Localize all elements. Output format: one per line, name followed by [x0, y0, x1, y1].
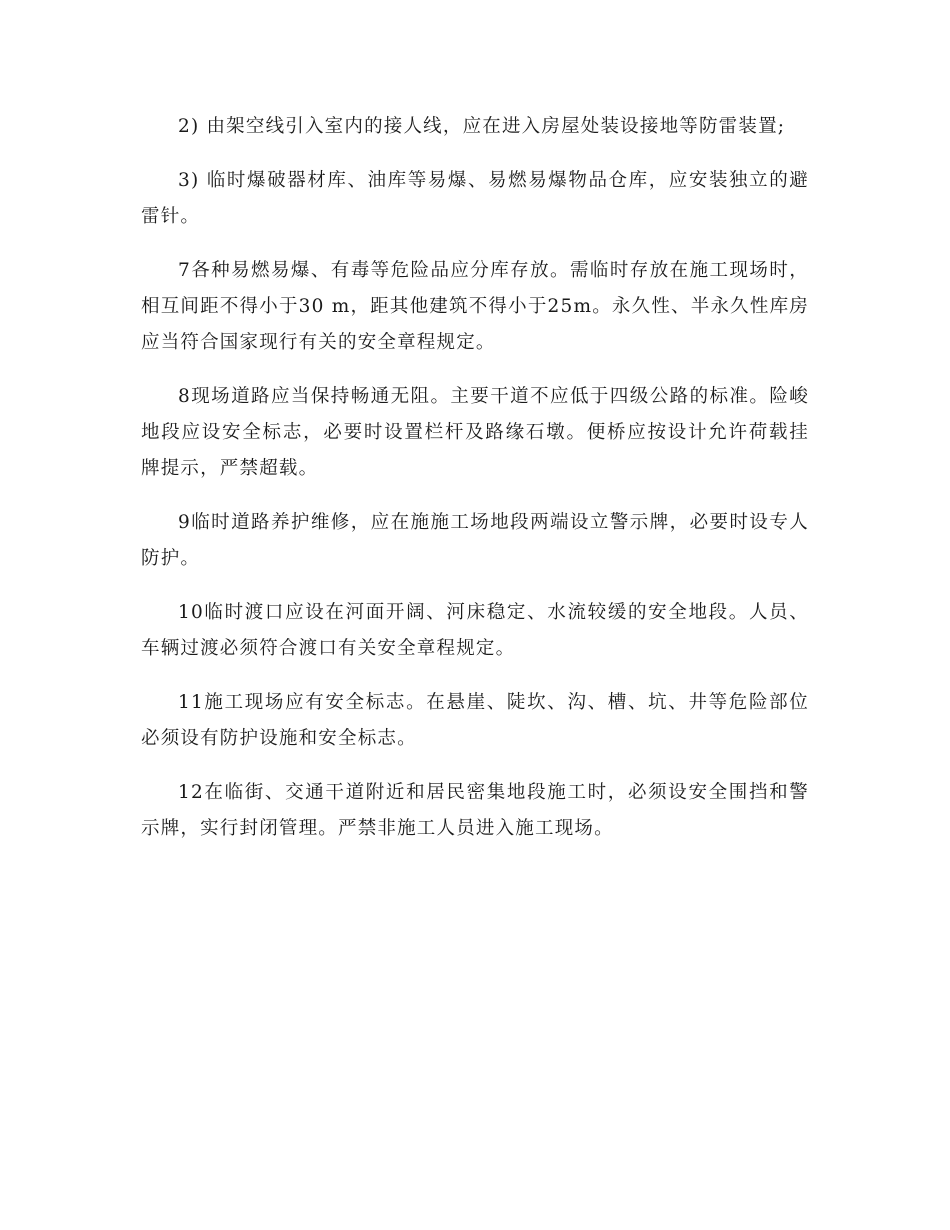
paragraph-item-8: 8现场道路应当保持畅通无阻。主要干道不应低于四级公路的标准。险峻地段应设安全标志，必要时设置栏杆及路缘石墩。便桥应按设计允许荷载挂牌提示，严禁超载。 [141, 386, 809, 479]
paragraph-item-9: 9临时道路养护维修，应在施施工场地段两端设立警示牌，必要时设专人防护。 [141, 512, 809, 569]
paragraph-item-11: 11施工现场应有安全标志。在悬崖、陡坎、沟、槽、坑、井等危险部位必须设有防护设施和安全标志。 [141, 692, 809, 749]
document-body [141, 109, 809, 865]
paragraph-item-2: 2) 由架空线引入室内的接人线，应在进入房屋处装设接地等防雷装置; [178, 116, 786, 137]
paragraph-item-7: 7各种易燃易爆、有毒等危险品应分库存放。需临时存放在施工现场时，相互间距不得小于30 m，距其他建筑不得小于25m。永久性、半永久性库房应当符合国家现行有关的安全章程规定。 [141, 260, 809, 353]
paragraph-item-10: 10临时渡口应设在河面开阔、河床稳定、水流较缓的安全地段。人员、车辆过渡必须符合渡口有关安全章程规定。 [141, 602, 809, 659]
paragraph-item-3: 3) 临时爆破器材库、油库等易爆、易燃易爆物品仓库，应安装独立的避雷针。 [141, 170, 809, 227]
paragraph-item-12: 12在临街、交通干道附近和居民密集地段施工时，必须设安全围挡和警示牌，实行封闭管理。严禁非施工人员进入施工现场。 [141, 782, 809, 839]
